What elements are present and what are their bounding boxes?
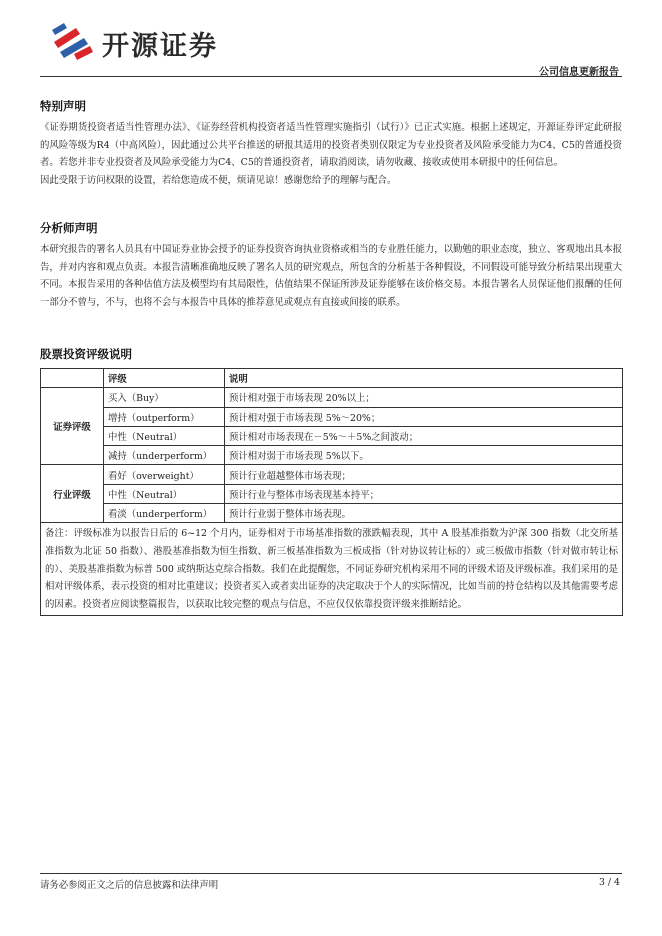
brand-name: 开源证券 [102, 31, 218, 62]
rating-cell: 看淡（underperform） [104, 504, 225, 523]
desc-cell: 预计相对强于市场表现 20%以上； [225, 388, 623, 407]
kaiyuan-logo-icon [50, 22, 96, 62]
analyst-statement-title: 分析师声明 [40, 221, 98, 235]
desc-cell: 预计相对弱于市场表现 5%以下。 [225, 446, 623, 465]
rating-section [40, 346, 622, 367]
special-statement-section [40, 98, 622, 189]
table-row [41, 426, 623, 445]
table-row [41, 446, 623, 465]
rating-cell: 减持（underperform） [104, 446, 225, 465]
rating-table [40, 368, 623, 616]
header-divider [40, 76, 622, 77]
analyst-statement-section [40, 220, 622, 311]
stock-rating-group: 证券评级 [41, 388, 104, 465]
rating-table-corner [41, 369, 104, 388]
rating-cell: 中性（Neutral） [104, 426, 225, 445]
industry-rating-group: 行业评级 [41, 465, 104, 523]
table-row [41, 504, 623, 523]
rating-section-title: 股票投资评级说明 [40, 347, 132, 361]
desc-cell: 预计相对强于市场表现 5%～20%； [225, 407, 623, 426]
special-statement-body-2: 因此受限于访问权限的设置，若给您造成不便，烦请见谅！感谢您给予的理解与配合。 [40, 174, 397, 186]
page-number: 3 / 4 [598, 877, 620, 888]
desc-cell: 预计行业与整体市场表现基本持平； [225, 484, 623, 503]
report-type-label: 公司信息更新报告 [539, 67, 619, 78]
rating-table-header [41, 369, 623, 388]
footer-divider [40, 873, 622, 874]
brand-logo [50, 20, 250, 64]
rating-note: 备注：评级标准为以报告日后的 6~12 个月内，证券相对于市场基准指数的涨跌幅表现，其中 A 股基准指数为沪深 300 指数（北交所基准指数为北证 50 指数）、港股基准指数为恒生指数、新三板基准指数为三板成指（针对协议转让标的）或三板做市指数（针对做市转让标的）、美股基准指数为标普 500 或纳斯达克综合指数。我们在此提醒您，不同证券研究机构采用不同的评级术语及评级标准。我们采用的是相对评级体系，表示投资的相对比重建议；投资者买入或者卖出证券的决定取决于个人的实际情况，比如当前的持仓结构以及其他需要考虑的因素。投资者应阅读整篇报告，以获取比较完整的观点与信息，不应仅仅依靠投资评级来推断结论。 [41, 523, 623, 616]
analyst-statement-body: 本研究报告的署名人员具有中国证券业协会授予的证券投资咨询执业资格或相当的专业胜任能力，以勤勉的职业态度，独立、客观地出具本报告，并对内容和观点负责。本报告清晰准确地反映了署名人员的研究观点，所包含的分析基于各种假设，不同假设可能导致分析结果出现重大不同。本报告采用的各种估值方法及模型均有其局限性，估值结果不保证所涉及证券能够在该价格交易。本报告署名人员保证他们报酬的任何一部分不曾与，不与，也将不会与本报告中具体的推荐意见或观点有直接或间接的联系。 [40, 244, 622, 308]
desc-cell: 预计相对市场表现在－5%～＋5%之间波动； [225, 426, 623, 445]
special-statement-body: 《证券期货投资者适当性管理办法》、《证券经营机构投资者适当性管理实施指引（试行）》已正式实施。根据上述规定，开源证券评定此研报的风险等级为R4（中高风险），因此通过公共平台推送的研报其适用的投资者类别仅限定为专业投资者及风险承受能力为C4、C5的普通投资者。若您并非专业投资者及风险承受能力为C4、C5的普通投资者，请取消阅读，请勿收藏、接收或使用本研报中的任何信息。 [40, 122, 622, 169]
rating-cell: 中性（Neutral） [104, 484, 225, 503]
rating-cell: 看好（overweight） [104, 465, 225, 484]
col-desc-header: 说明 [225, 369, 623, 388]
footer-disclaimer: 请务必参阅正文之后的信息披露和法律声明 [40, 880, 219, 891]
special-statement-title: 特别声明 [40, 99, 86, 113]
rating-cell: 增持（outperform） [104, 407, 225, 426]
desc-cell: 预计行业弱于整体市场表现。 [225, 504, 623, 523]
table-row [41, 388, 623, 407]
table-row [41, 407, 623, 426]
note-row [41, 523, 623, 616]
col-rating-header: 评级 [104, 369, 225, 388]
rating-cell: 买入（Buy） [104, 388, 225, 407]
table-row [41, 465, 623, 484]
desc-cell: 预计行业超越整体市场表现； [225, 465, 623, 484]
page-header [0, 0, 662, 80]
table-row [41, 484, 623, 503]
